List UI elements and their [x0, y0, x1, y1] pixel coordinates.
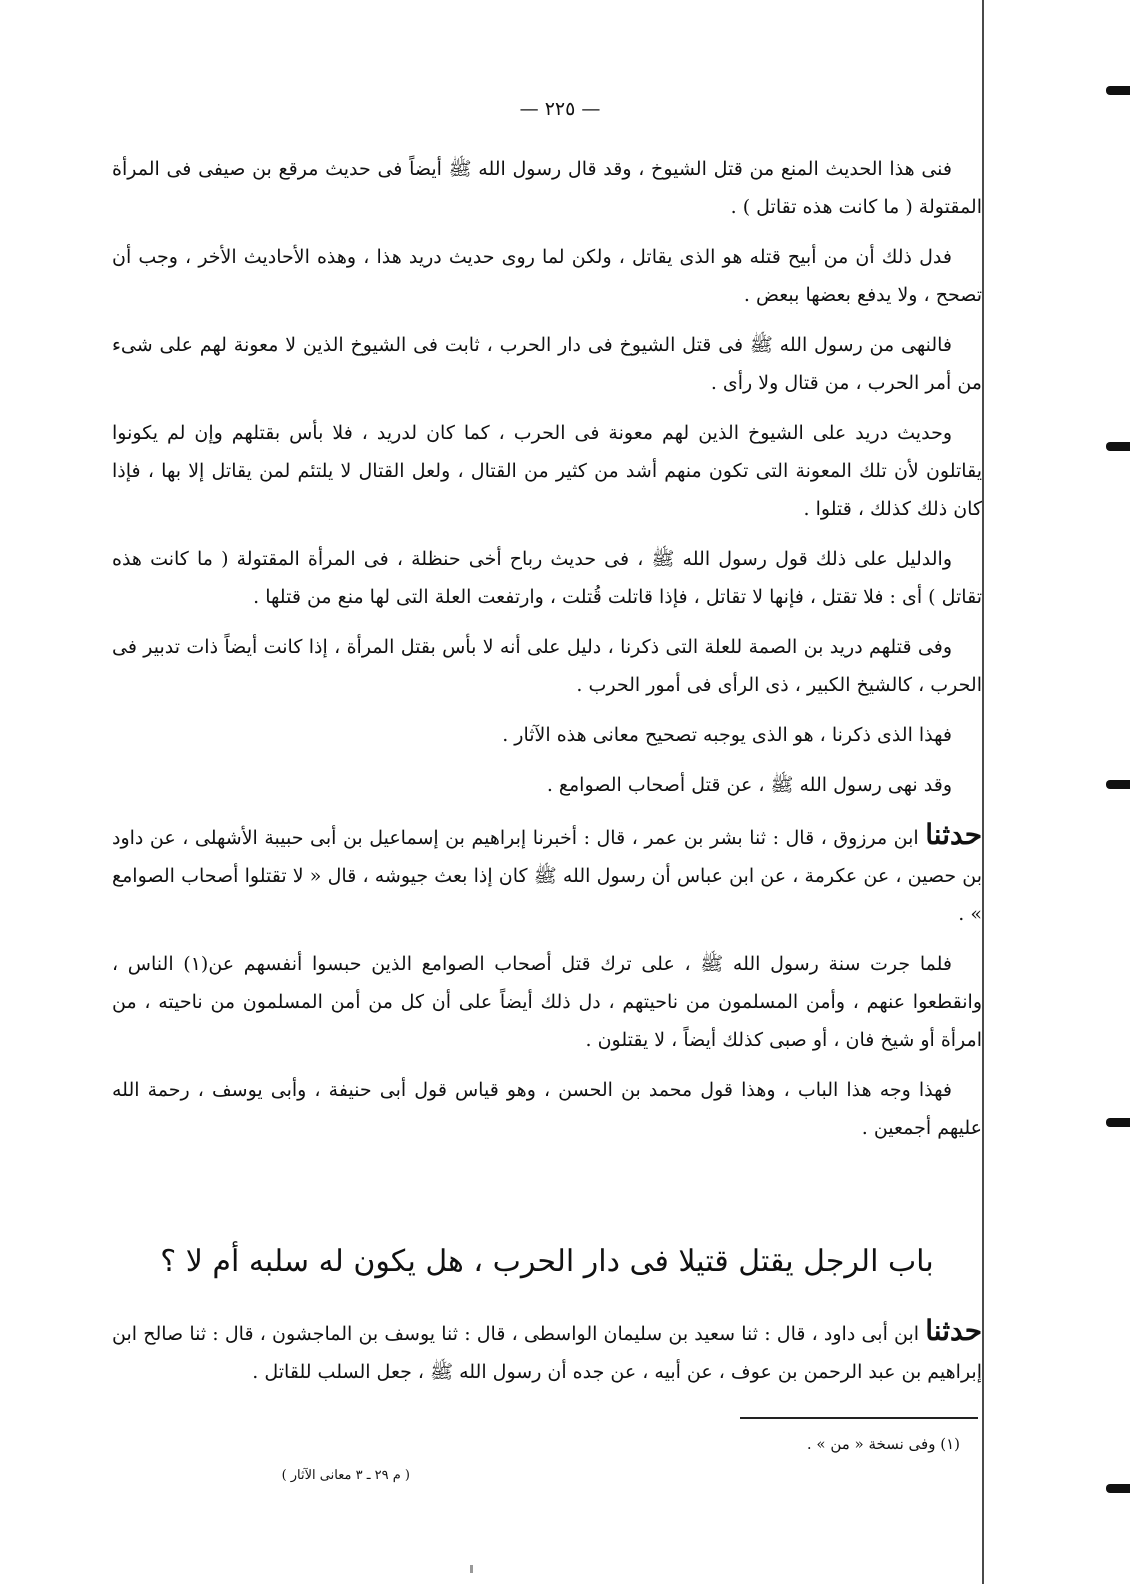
hadith-text: ابن أبى داود ، قال : ثنا سعيد بن سليمان الواسطى ، قال : ثنا يوسف بن الماجشون ، قال : ثنا صالح ابن إبراهيم بن عبد الرحمن بن عوف ، عن أبيه ، عن جده أن رسول الله ﷺ ، جعل السلب للقاتل . — [112, 1323, 982, 1383]
hadith-lead-word: حدثنا — [925, 1314, 982, 1347]
hadith-paragraph — [112, 816, 982, 933]
paragraph: فهذا الذى ذكرنا ، هو الذى يوجبه تصحيح معانى هذه الآثار . — [502, 724, 952, 746]
binding-mark — [1106, 1484, 1130, 1493]
printer-signature: ( م ٢٩ ـ ٣ معانى الآثار ) — [281, 1468, 410, 1483]
binding-mark — [1106, 86, 1130, 95]
binding-mark — [1106, 442, 1130, 451]
paragraph: والدليل على ذلك قول رسول الله ﷺ ، فى حديث رباح أخى حنظلة ، فى المرأة المقتولة ( ما كانت هذه تقاتل ) أى : فلا تقتل ، فإنها لا تقاتل ، فإذا قاتلت قُتلت ، وارتفعت العلة التى لها منع من قتلها . — [112, 548, 982, 608]
footnote-divider — [740, 1417, 978, 1419]
hadith-lead-word: حدثنا — [925, 818, 982, 851]
paragraph: وقد نهى رسول الله ﷺ ، عن قتل أصحاب الصوامع . — [546, 774, 952, 796]
page-number: — ٢٢٥ — — [519, 98, 601, 120]
paragraph: فنى هذا الحديث المنع من قتل الشيوخ ، وقد قال رسول الله ﷺ أيضاً فى حديث مرقع بن صيفى فى المرأة المقتولة ( ما كانت هذه تقاتل ) . — [112, 158, 982, 218]
chapter-text — [112, 1312, 982, 1403]
hadith-text: ابن مرزوق ، قال : ثنا بشر بن عمر ، قال : أخبرنا إبراهيم بن إسماعيل بن أبى حبيبة الأشهلى ، عن داود بن حصين ، عن عكرمة ، عن ابن عباس أن رسول الله ﷺ كان إذا بعث جيوشه ، قال « لا تقتلوا أصحاب الصوامع » . — [112, 827, 982, 925]
chapter-heading: باب الرجل يقتل قتيلا فى دار الحرب ، هل يكون له سلبه أم لا ؟ — [160, 1244, 934, 1279]
binding-mark — [1106, 780, 1130, 789]
paragraph: فهذا وجه هذا الباب ، وهذا قول محمد بن الحسن ، وهو قياس قول أبى حنيفة ، وأبى يوسف ، رحمة الله عليهم أجمعين . — [112, 1079, 982, 1139]
binding-mark — [1106, 1118, 1130, 1127]
paragraph: فلما جرت سنة رسول الله ﷺ ، على ترك قتل أصحاب الصوامع الذين حبسوا أنفسهم عن(١) الناس ، وانقطعوا عنهم ، وأمن المسلمون من ناحيتهم ، دل ذلك أيضاً على أن كل من أمن المسلمون من ناحيته ، من امرأة أو شيخ فان ، أو صبى كذلك أيضاً ، لا يقتلون . — [112, 953, 982, 1051]
hadith-paragraph — [112, 1312, 982, 1391]
binding-fold-line — [982, 0, 984, 1584]
main-text — [112, 150, 982, 1159]
paragraph: وفى قتلهم دريد بن الصمة للعلة التى ذكرنا ، دليل على أنه لا بأس بقتل المرأة ، إذا كانت أيضاً ذات تدبير فى الحرب ، كالشيخ الكبير ، ذى الرأى فى أمور الحرب . — [112, 636, 982, 696]
scan-mark — [470, 1565, 473, 1573]
footnote: (١) وفى نسخة « من » . — [806, 1435, 960, 1453]
paragraph: فالنهى من رسول الله ﷺ فى قتل الشيوخ فى دار الحرب ، ثابت فى الشيوخ الذين لا معونة لهم على شىء من أمر الحرب ، من قتال ولا رأى . — [112, 334, 982, 394]
paragraph: وحديث دريد على الشيوخ الذين لهم معونة فى الحرب ، كما كان لدريد ، فلا بأس بقتلهم وإن لم يكونوا يقاتلون لأن تلك المعونة التى تكون منهم أشد من كثير من القتال ، ولعل القتال لا يلتئم لمن يقاتل إلا بها ، فإذا كان ذلك كذلك ، قتلوا . — [112, 422, 982, 520]
paragraph: فدل ذلك أن من أبيح قتله هو الذى يقاتل ، ولكن لما روى حديث دريد هذا ، وهذه الأحاديث الأخر ، وجب أن تصحح ، ولا يدفع بعضها ببعض . — [112, 246, 982, 306]
